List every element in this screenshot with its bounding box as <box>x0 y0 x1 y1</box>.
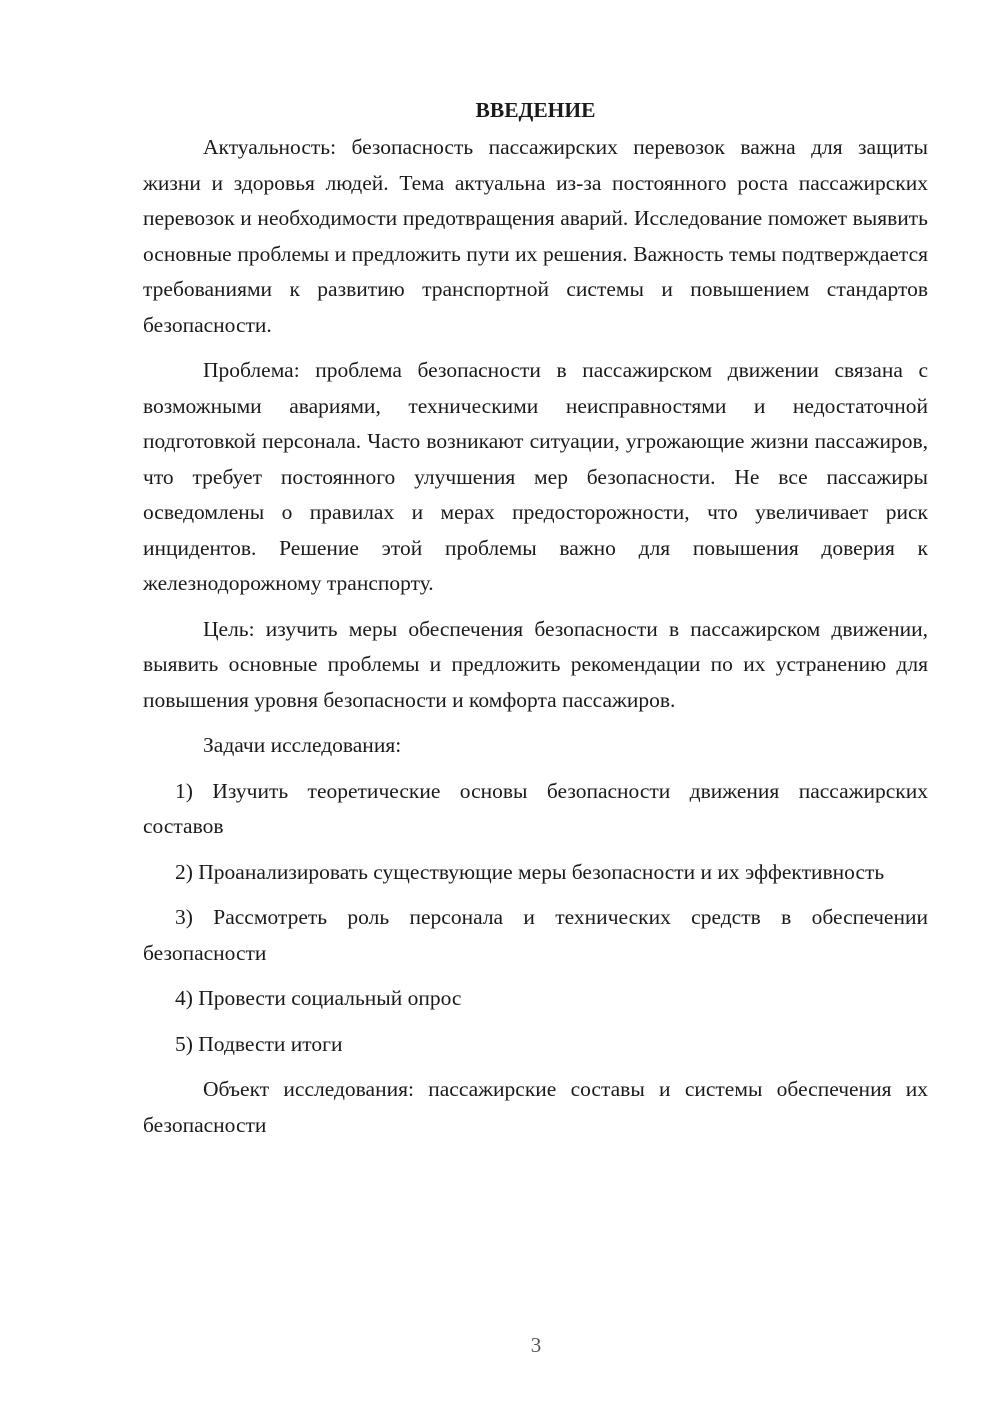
paragraph-object: Объект исследования: пассажирские составы и системы обеспечения их безопасности <box>143 1077 928 1137</box>
task-item: 3) Рассмотреть роль персонала и технических средств в обеспечении безопасности <box>143 905 928 965</box>
page-number: 3 <box>530 1333 542 1357</box>
task-item: 4) Провести социальный опрос <box>175 986 462 1010</box>
paragraph-problem: Проблема: проблема безопасности в пассажирском движении связана с возможными авариями, техническими неисправностями и недостаточной подготовкой персонала. Часто возникают ситуации, угрожающие жизни пассажиров, что требует постоянного улучшения мер безопасности. Не все пассажиры осведомлены о правилах и мерах предосторожности, что увеличивает риск инцидентов. Решение этой проблемы важно для повышения доверия к железнодорожному транспорту. <box>143 358 928 595</box>
paragraph-goal: Цель: изучить меры обеспечения безопасности в пассажирском движении, выявить основные проблемы и предложить рекомендации по их устранению для повышения уровня безопасности и комфорта пассажиров. <box>143 616 928 712</box>
document-page <box>143 92 928 1143</box>
page-title: ВВЕДЕНИЕ <box>475 98 596 122</box>
task-item: 2) Проанализировать существующие меры безопасности и их эффективность <box>175 859 885 884</box>
tasks-list <box>143 774 928 1063</box>
task-item: 1) Изучить теоретические основы безопасности движения пассажирских составов <box>143 778 928 838</box>
task-item: 5) Подвести итоги <box>175 1031 343 1056</box>
paragraph-relevance: Актуальность: безопасность пассажирских перевозок важна для защиты жизни и здоровья людей. Тема актуальна из-за постоянного роста пассажирских перевозок и необходимости предотвращения аварий. Исследование поможет выявить основные проблемы и предложить пути их решения. Важность темы подтверждается требованиями к развитию транспортной системы и повышением стандартов безопасности. <box>143 135 928 337</box>
tasks-heading: Задачи исследования: <box>203 733 402 757</box>
